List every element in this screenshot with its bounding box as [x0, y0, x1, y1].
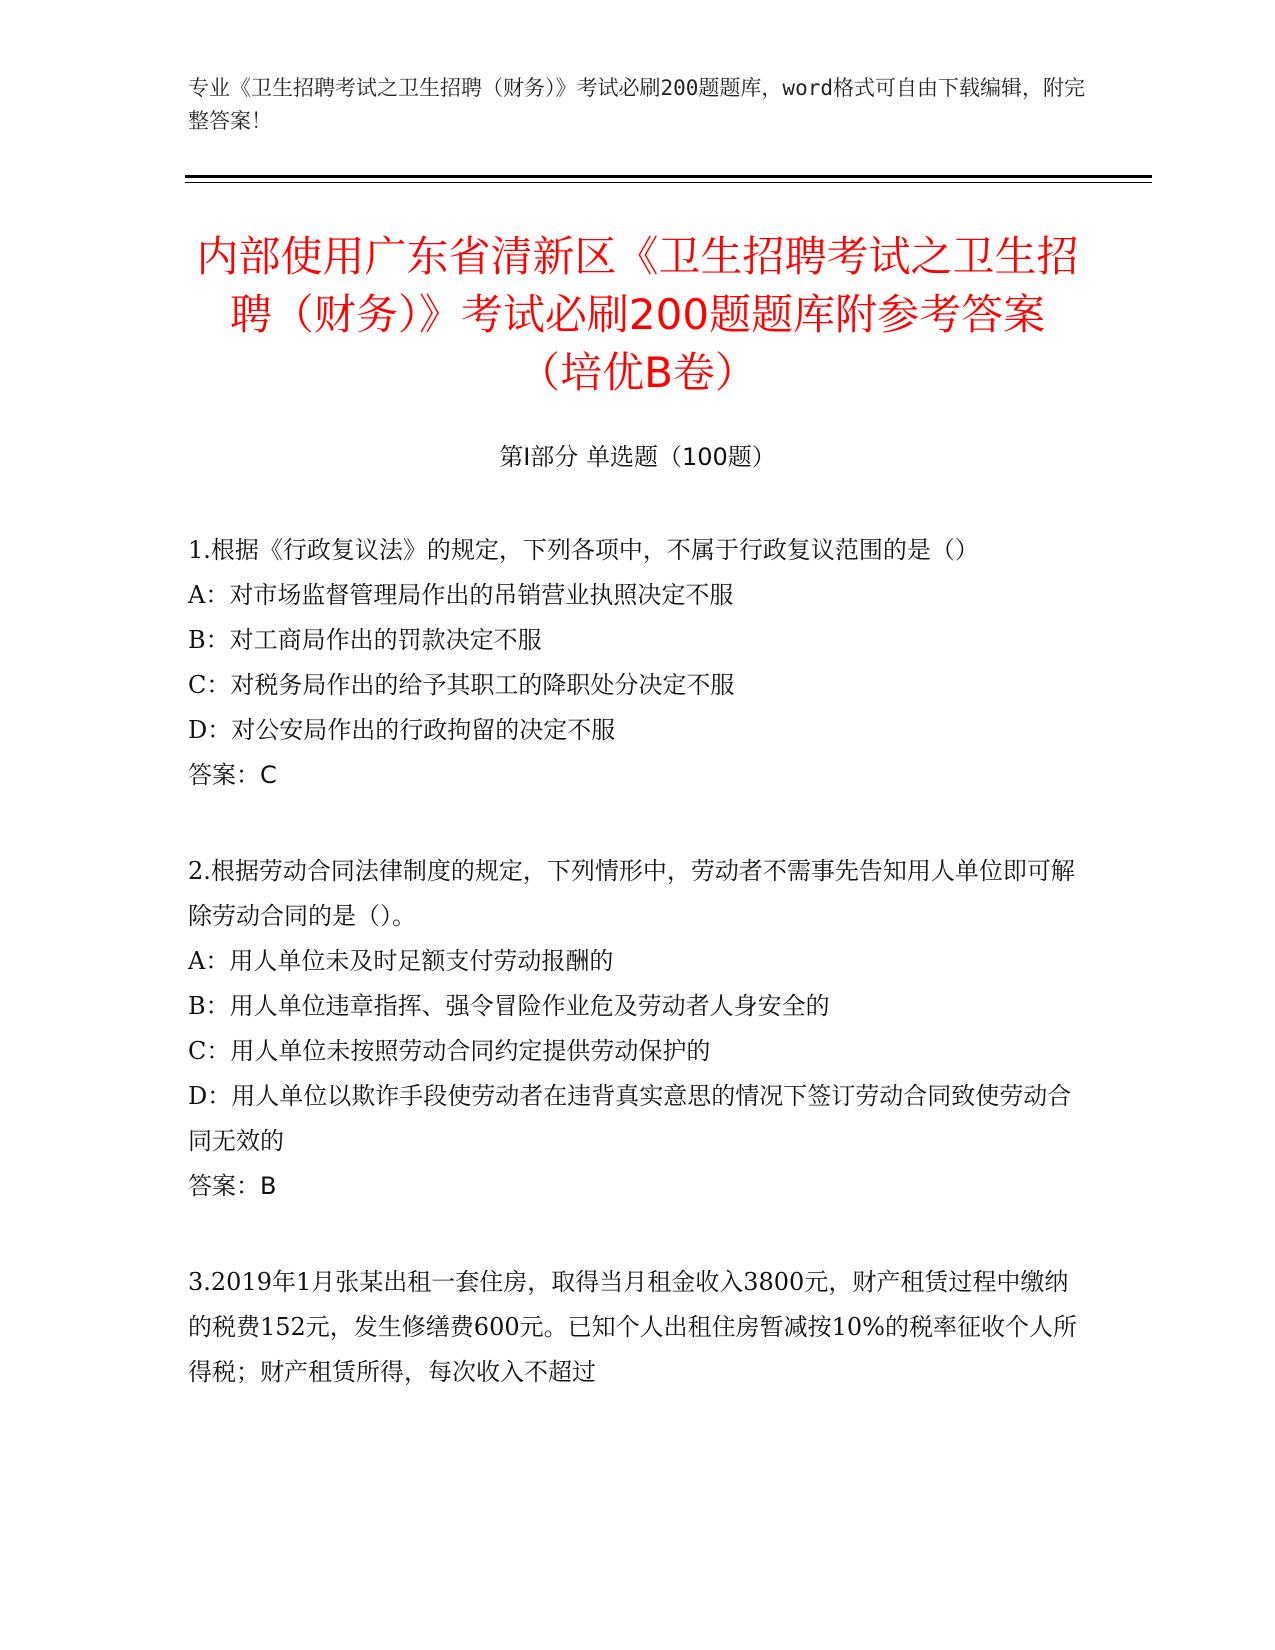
option-b: B：对工商局作出的罚款决定不服 [188, 626, 542, 654]
option-d: D：用人单位以欺诈手段使劳动者在违背真实意思的情况下签订劳动合同致使劳动合同无效的 [188, 1082, 1072, 1155]
option-d: D：对公安局作出的行政拘留的决定不服 [188, 716, 616, 744]
question-stem: 3.2019年1月张某出租一套住房，取得当月租金收入3800元，财产租赁过程中缴纳的税费152元，发生修缮费600元。已知个人出租住房暂减按10%的税率征收个人所得税；财产租赁所得，每次收入不超过 [188, 1268, 1077, 1386]
header-divider-thin [185, 182, 1152, 183]
question-list [188, 528, 1078, 1446]
section-title: 第Ⅰ部分 单选题（100题） [499, 443, 776, 471]
option-c: C：对税务局作出的给予其职工的降职处分决定不服 [188, 671, 735, 699]
question-2 [188, 849, 1078, 1209]
document-title: 内部使用广东省清新区《卫生招聘考试之卫生招聘（财务）》考试必刷200题题库附参考答案（培优B卷） [196, 232, 1079, 397]
question-3 [188, 1260, 1078, 1395]
answer: 答案：B [188, 1172, 277, 1200]
option-c: C：用人单位未按照劳动合同约定提供劳动保护的 [188, 1037, 711, 1065]
question-stem: 2.根据劳动合同法律制度的规定，下列情形中，劳动者不需事先告知用人单位即可解除劳动合同的是（）。 [188, 857, 1075, 930]
option-a: A：对市场监督管理局作出的吊销营业执照决定不服 [188, 581, 734, 609]
answer: 答案：C [188, 761, 277, 789]
header-note: 专业《卫生招聘考试之卫生招聘（财务）》考试必刷200题题库，word格式可自由下载编辑，附完整答案！ [188, 76, 1085, 133]
option-a: A：用人单位未及时足额支付劳动报酬的 [188, 947, 614, 975]
option-b: B：用人单位违章指挥、强令冒险作业危及劳动者人身安全的 [188, 992, 830, 1020]
question-stem: 1.根据《行政复议法》的规定，下列各项中，不属于行政复议范围的是（） [188, 536, 979, 564]
header-divider-thick [185, 175, 1152, 178]
question-1 [188, 528, 1078, 798]
